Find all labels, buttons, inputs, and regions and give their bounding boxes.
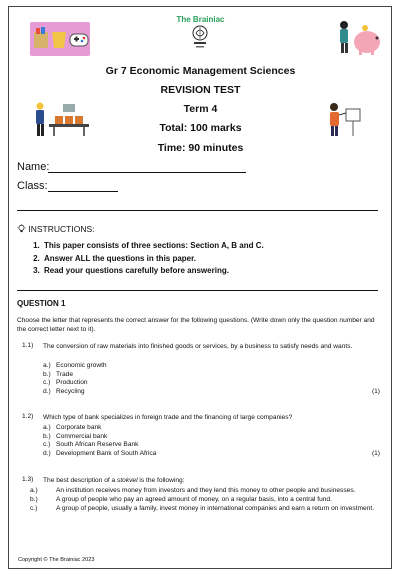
brand-logo <box>191 24 209 52</box>
toys-illustration <box>30 22 90 56</box>
options-list <box>43 362 107 396</box>
option-item: b.) Commercial bank <box>43 432 108 440</box>
question-number: 1.3) <box>22 476 34 483</box>
option-item: a.) An institution receives money from investors and they lend this money to other people and businesses. <box>30 487 356 494</box>
instructions-heading-text: INSTRUCTIONS: <box>28 224 95 234</box>
test-type: REVISION TEST <box>160 84 241 96</box>
options-list <box>30 486 379 513</box>
option-item: a.) Corporate bank <box>43 424 102 431</box>
instruction-item: 2. Answer ALL the questions in this paper. <box>42 253 264 266</box>
option-item: c.) A group of people, usually a family, invest money in international companies and earn a return on investment. <box>30 505 375 512</box>
option-item: b.) A group of people who pay an agreed amount of money, on a regular basis, into a central fund. <box>30 496 332 503</box>
mark-allocation: (1) <box>371 450 380 457</box>
question-intro: Choose the letter that represents the correct answer for the following questions. (Write down only the question number and the correct letter next to it). <box>17 317 375 333</box>
question-number: 1.2) <box>22 413 34 420</box>
mark-allocation: (1) <box>371 388 380 395</box>
question-text: Which type of bank specializes in foreign trade and the financing of large companies? <box>43 414 293 421</box>
class-label: Class: <box>17 180 48 192</box>
question-title: QUESTION 1 <box>17 299 66 308</box>
instructions-list <box>28 240 264 278</box>
instruction-item: 1. This paper consists of three sections: Section A, B and C. <box>42 240 264 253</box>
option-item: c.) Production <box>43 379 88 387</box>
option-item: c.) South African Reserve Bank <box>43 441 139 449</box>
class-line[interactable] <box>48 191 118 192</box>
piggy-bank-illustration <box>333 18 383 58</box>
divider-top <box>17 210 378 211</box>
option-item: d.) Recycling <box>43 387 85 395</box>
name-line[interactable] <box>48 172 246 173</box>
instructions-heading <box>17 224 95 234</box>
question-text: The conversion of raw materials into finished goods or services, by a business to satisfy needs and wants. <box>43 343 353 350</box>
copyright-footer: Copyright © The Brainiac 2023 <box>18 557 95 563</box>
question-number: 1.1) <box>22 342 34 349</box>
lightbulb-icon <box>17 224 26 233</box>
divider-question <box>17 290 378 291</box>
brand-name: The Brainiac <box>176 15 225 24</box>
option-item: b.) Trade <box>43 370 73 378</box>
instruction-item: 3. Read your questions carefully before answering. <box>42 265 264 278</box>
name-label: Name: <box>17 161 50 173</box>
total-marks: Total: 100 marks <box>159 122 242 134</box>
options-list <box>43 424 156 458</box>
term-label: Term 4 <box>183 103 218 115</box>
subject-title: Gr 7 Economic Management Sciences <box>105 65 296 77</box>
time-allowed: Time: 90 minutes <box>157 142 244 154</box>
question-text: The best description of a stokvel is the following: <box>43 477 185 484</box>
option-item: a.) Economic growth <box>43 362 107 369</box>
option-item: d.) Development Bank of South Africa <box>43 449 157 457</box>
